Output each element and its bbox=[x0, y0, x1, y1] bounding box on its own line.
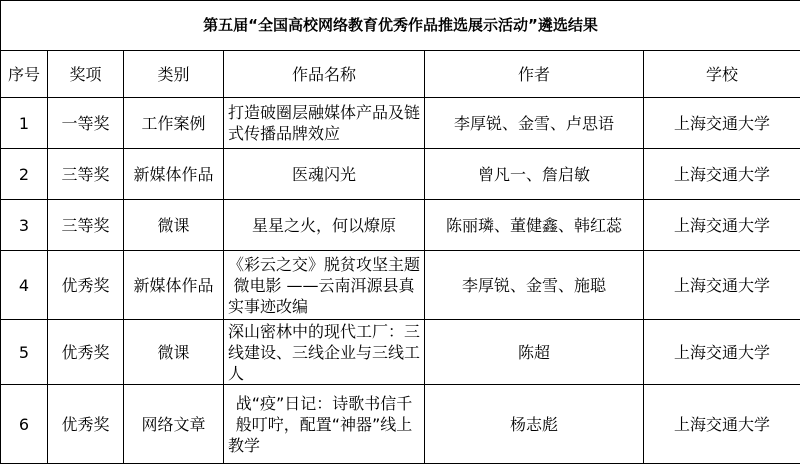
cell-index: 3 bbox=[1, 200, 48, 251]
cell-authors: 李厚锐、金雪、卢思语 bbox=[425, 98, 644, 149]
header-school: 学校 bbox=[644, 51, 800, 98]
cell-work: 战“疫”日记：诗歌书信千般叮咛，配置“神器”线上教学 bbox=[224, 385, 425, 464]
table-row bbox=[1, 98, 800, 149]
table-row bbox=[1, 251, 800, 320]
table-row bbox=[1, 320, 800, 385]
cell-school: 上海交通大学 bbox=[644, 385, 800, 464]
cell-school: 上海交通大学 bbox=[644, 251, 800, 320]
cell-index: 1 bbox=[1, 98, 48, 149]
cell-award: 三等奖 bbox=[48, 200, 124, 251]
cell-category: 工作案例 bbox=[124, 98, 224, 149]
cell-category: 新媒体作品 bbox=[124, 251, 224, 320]
cell-authors: 李厚锐、金雪、施聪 bbox=[425, 251, 644, 320]
cell-school: 上海交通大学 bbox=[644, 200, 800, 251]
header-award: 奖项 bbox=[48, 51, 124, 98]
header-category: 类别 bbox=[124, 51, 224, 98]
cell-authors: 杨志彪 bbox=[425, 385, 644, 464]
cell-school: 上海交通大学 bbox=[644, 98, 800, 149]
cell-index: 4 bbox=[1, 251, 48, 320]
header-work: 作品名称 bbox=[224, 51, 425, 98]
table-title: 第五届“全国高校网络教育优秀作品推选展示活动”遴选结果 bbox=[1, 1, 800, 51]
cell-authors: 陈超 bbox=[425, 320, 644, 385]
cell-award: 优秀奖 bbox=[48, 251, 124, 320]
cell-award: 优秀奖 bbox=[48, 385, 124, 464]
cell-authors: 曾凡一、詹启敏 bbox=[425, 149, 644, 200]
cell-index: 6 bbox=[1, 385, 48, 464]
cell-award: 一等奖 bbox=[48, 98, 124, 149]
table-row bbox=[1, 149, 800, 200]
cell-work: 深山密林中的现代工厂：三线建设、三线企业与三线工人 bbox=[224, 320, 425, 385]
cell-school: 上海交通大学 bbox=[644, 320, 800, 385]
cell-authors: 陈丽璘、董健鑫、韩红蕊 bbox=[425, 200, 644, 251]
header-row bbox=[1, 51, 800, 98]
cell-index: 5 bbox=[1, 320, 48, 385]
cell-index: 2 bbox=[1, 149, 48, 200]
cell-category: 微课 bbox=[124, 200, 224, 251]
cell-school: 上海交通大学 bbox=[644, 149, 800, 200]
cell-category: 网络文章 bbox=[124, 385, 224, 464]
cell-work: 医魂闪光 bbox=[224, 149, 425, 200]
cell-category: 新媒体作品 bbox=[124, 149, 224, 200]
cell-award: 优秀奖 bbox=[48, 320, 124, 385]
header-index: 序号 bbox=[1, 51, 48, 98]
table-row bbox=[1, 385, 800, 464]
cell-award: 三等奖 bbox=[48, 149, 124, 200]
header-authors: 作者 bbox=[425, 51, 644, 98]
table-row bbox=[1, 200, 800, 251]
cell-work: 打造破圈层融媒体产品及链式传播品牌效应 bbox=[224, 98, 425, 149]
cell-category: 微课 bbox=[124, 320, 224, 385]
cell-work: 星星之火，何以燎原 bbox=[224, 200, 425, 251]
cell-work: 《彩云之交》脱贫攻坚主题微电影 ——云南洱源县真实事迹改编 bbox=[224, 251, 425, 320]
